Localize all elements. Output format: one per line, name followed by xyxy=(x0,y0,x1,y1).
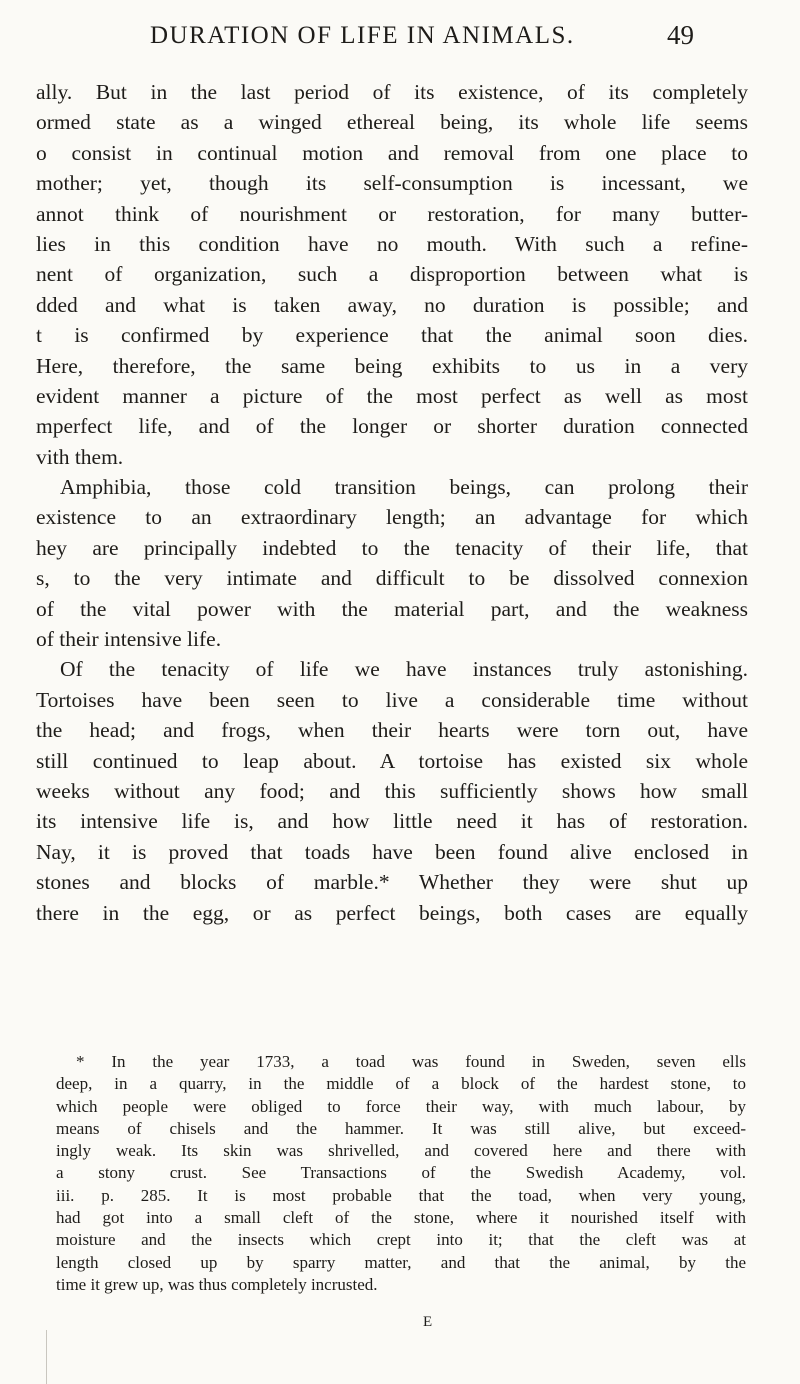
text-line: ormed state as a winged ethereal being, its whole life seems xyxy=(36,110,748,135)
text-line: of the vital power with the material part, and the weakness xyxy=(36,596,748,621)
text-line: its intensive life is, and how little need it has of restoration. xyxy=(36,809,748,834)
text-line: weeks without any food; and this sufficiently shows how small xyxy=(36,778,748,803)
running-title: DURATION OF LIFE IN ANIMALS. xyxy=(150,22,575,49)
footnote-line: had got into a small cleft of the stone, where it nourished itself with xyxy=(56,1208,746,1228)
footnote-line: ingly weak. Its skin was shrivelled, and covered here and there with xyxy=(56,1141,746,1161)
footnote-line: iii. p. 285. It is most probable that the toad, when very young, xyxy=(56,1185,746,1205)
text-line: mother; yet, though its self-consumption is incessant, we xyxy=(36,171,748,196)
text-line: existence to an extraordinary length; an advantage for which xyxy=(36,505,748,530)
footnote-line: which people were obliged to force their way, with much labour, by xyxy=(56,1096,746,1116)
text-line: mperfect life, and of the longer or shorter duration connected xyxy=(36,414,748,439)
main-text xyxy=(36,77,748,928)
footnote-line: moisture and the insects which crept into it; that the cleft was at xyxy=(56,1230,746,1250)
footnote-line: length closed up by sparry matter, and that the animal, by the xyxy=(56,1252,746,1272)
page-number: 49 xyxy=(667,20,694,50)
footnote-line: deep, in a quarry, in the middle of a block of the hardest stone, to xyxy=(56,1074,746,1094)
text-line: Nay, it is proved that toads have been found alive enclosed in xyxy=(36,839,748,864)
footnote-line: time it grew up, was thus completely incrusted. xyxy=(56,1274,378,1294)
text-line: nent of organization, such a disproportion between what is xyxy=(36,262,748,287)
text-line: vith them. xyxy=(36,444,124,469)
text-line: Of the tenacity of life we have instances truly astonishing. xyxy=(60,657,748,682)
signature-mark: E xyxy=(423,1314,433,1330)
footnote-line: * In the year 1733, a toad was found in Sweden, seven ells xyxy=(76,1052,746,1071)
text-line: lies in this condition have no mouth. With such a refine- xyxy=(36,231,748,256)
text-line: of their intensive life. xyxy=(36,627,222,652)
text-line: Here, therefore, the same being exhibits to us in a very xyxy=(36,353,748,378)
text-line: dded and what is taken away, no duration is possible; and xyxy=(36,292,748,317)
text-line: there in the egg, or as perfect beings, both cases are equally xyxy=(36,900,748,925)
text-line: hey are principally indebted to the tenacity of their life, that xyxy=(36,535,748,560)
text-line: s, to the very intimate and difficult to be dissolved connexion xyxy=(36,566,748,591)
running-head xyxy=(0,18,800,58)
text-line: stones and blocks of marble.* Whether they were shut up xyxy=(36,870,748,895)
text-line: t is confirmed by experience that the animal soon dies. xyxy=(36,323,748,348)
text-line: Tortoises have been seen to live a considerable time without xyxy=(36,687,748,712)
footnote-line: means of chisels and the hammer. It was still alive, but exceed- xyxy=(56,1118,746,1138)
text-line: annot think of nourishment or restoration, for many butter- xyxy=(36,201,748,226)
footnote-line: a stony crust. See Transactions of the Swedish Academy, vol. xyxy=(56,1163,746,1183)
text-line: o consist in continual motion and removal from one place to xyxy=(36,140,748,165)
text-line: evident manner a picture of the most perfect as well as most xyxy=(36,383,748,408)
footnote xyxy=(56,1051,746,1296)
text-line: still continued to leap about. A tortoise has existed six whole xyxy=(36,748,748,773)
text-line: Amphibia, those cold transition beings, can prolong their xyxy=(60,475,748,500)
gutter-rule xyxy=(46,1330,47,1384)
text-line: the head; and frogs, when their hearts were torn out, have xyxy=(36,718,748,743)
text-line: ally. But in the last period of its existence, of its completely xyxy=(36,80,748,104)
